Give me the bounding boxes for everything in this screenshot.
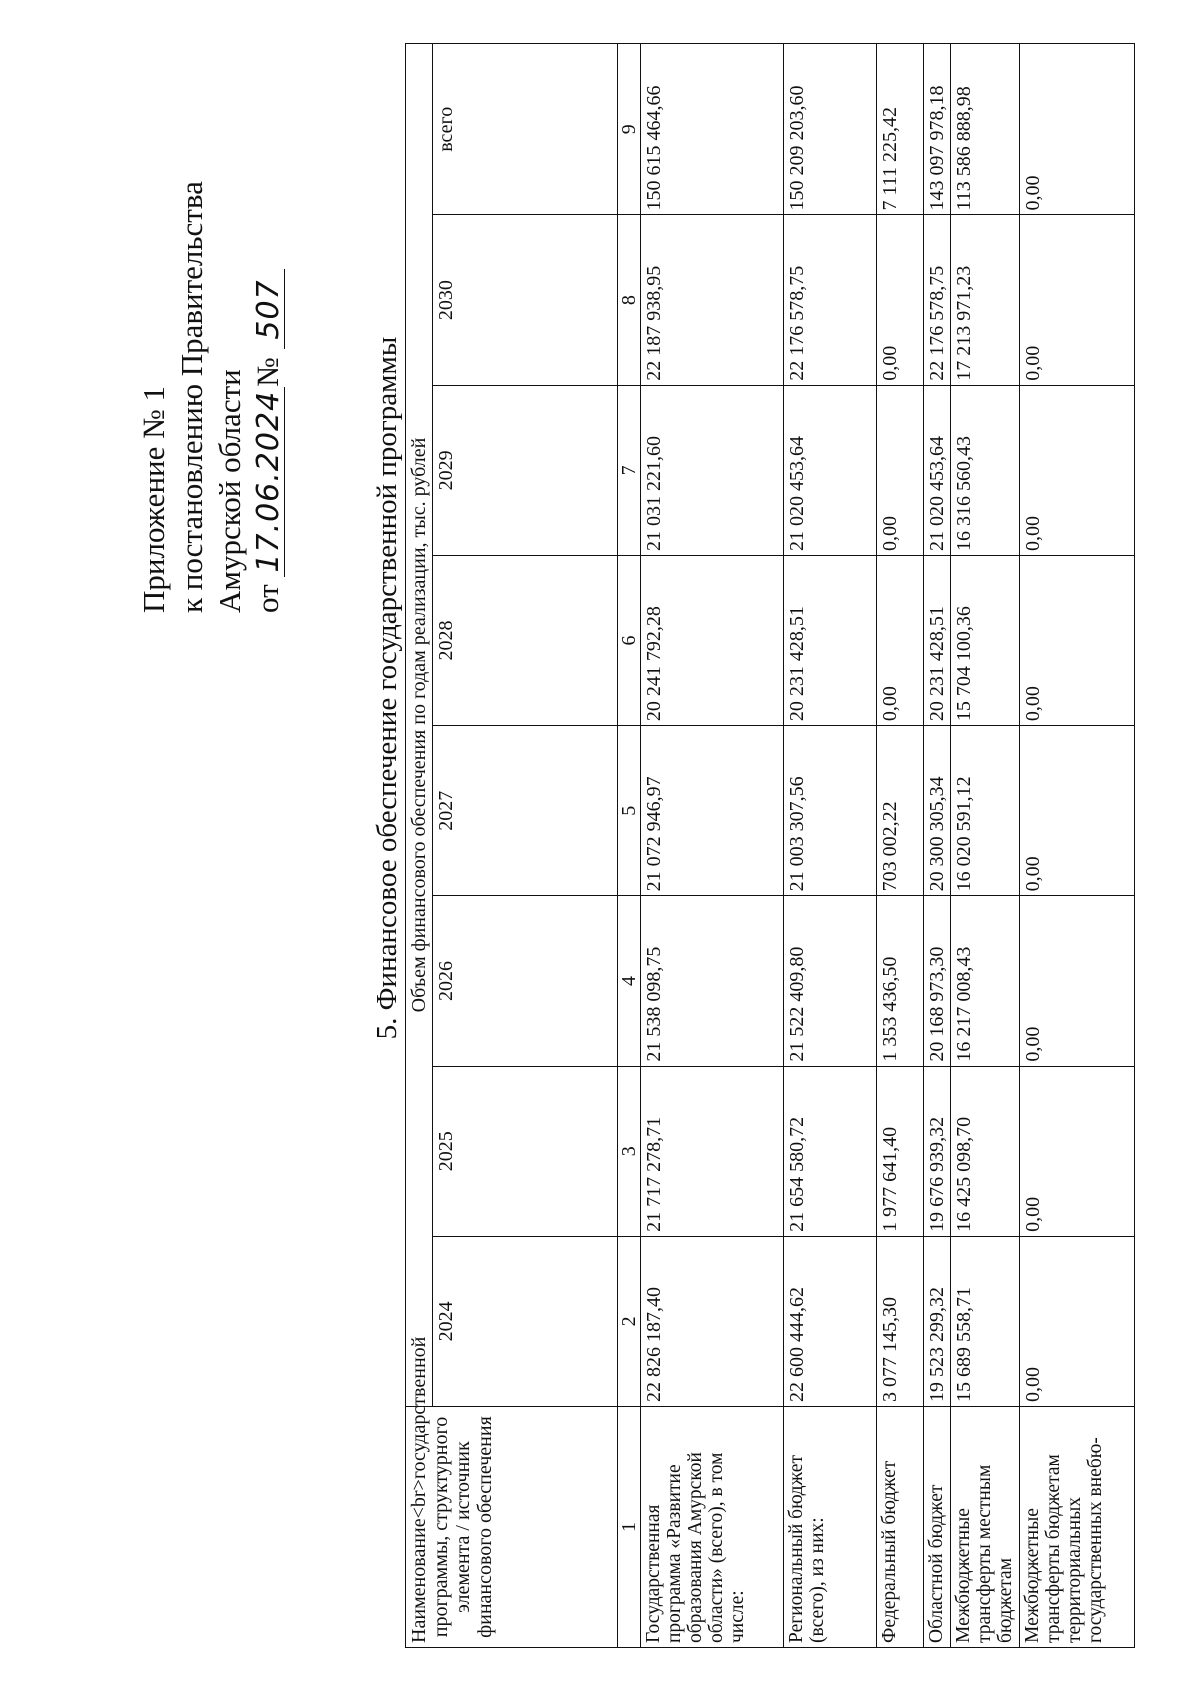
table-row [641, 44, 784, 1648]
row-name: Региональный бюджет (всего), из них: [784, 1407, 877, 1648]
row-value: 21 717 278,71 [641, 1066, 784, 1236]
column-number: 2 [618, 1236, 641, 1406]
appendix-from-label: от [250, 584, 285, 613]
appendix-title: Приложение № 1 [136, 386, 171, 613]
row-value: 21 003 307,56 [784, 726, 877, 896]
appendix-number-label: № [250, 357, 285, 387]
row-value: 1 977 641,40 [877, 1066, 924, 1236]
appendix-region-line: Амурской области [212, 369, 247, 613]
table-row [784, 44, 877, 1648]
row-value: 3 077 145,30 [877, 1236, 924, 1406]
header-year: 2026 [433, 896, 618, 1066]
row-value: 21 031 221,60 [641, 385, 784, 555]
header-year: 2024 [433, 1236, 618, 1406]
row-value: 0,00 [1020, 726, 1135, 896]
column-number: 7 [618, 385, 641, 555]
header-year: 2029 [433, 385, 618, 555]
row-value: 21 020 453,64 [784, 385, 877, 555]
header-group-cell: Объем финансового обеспечения по годам реализации, тыс. рублей [406, 44, 433, 1407]
header-year: 2025 [433, 1066, 618, 1236]
row-value: 17 213 971,23 [951, 215, 1020, 385]
row-name: Межбюджетные трансферты бюджетам территориальных государственных внебю- [1020, 1407, 1135, 1648]
row-value: 703 002,22 [877, 726, 924, 896]
row-value: 0,00 [877, 555, 924, 725]
row-value: 20 231 428,51 [924, 555, 951, 725]
table-row [1020, 44, 1135, 1648]
row-value: 22 176 578,75 [924, 215, 951, 385]
row-value: 21 538 098,75 [641, 896, 784, 1066]
header-name-cell: Наименование<br>государственной программы, структурного элемента / источник финансового обеспечения [406, 1407, 618, 1648]
row-value: 21 654 580,72 [784, 1066, 877, 1236]
row-value: 20 231 428,51 [784, 555, 877, 725]
appendix-block [135, 53, 287, 613]
row-total: 150 615 464,66 [641, 44, 784, 216]
row-name: Государственная программа «Развитие образования Амурской области» (всего), в том числе: [641, 1407, 784, 1648]
row-value: 20 241 792,28 [641, 555, 784, 725]
row-value: 21 072 946,97 [641, 726, 784, 896]
header-year: 2030 [433, 215, 618, 385]
row-value: 1 353 436,50 [877, 896, 924, 1066]
row-value: 22 600 444,62 [784, 1236, 877, 1406]
row-value: 19 676 939,32 [924, 1066, 951, 1236]
row-value: 22 826 187,40 [641, 1236, 784, 1406]
column-number: 5 [618, 726, 641, 896]
row-value: 0,00 [1020, 1236, 1135, 1406]
header-year: 2028 [433, 555, 618, 725]
row-value: 19 523 299,32 [924, 1236, 951, 1406]
header-total: всего [433, 44, 618, 216]
row-value: 0,00 [1020, 385, 1135, 555]
row-total: 150 209 203,60 [784, 44, 877, 216]
row-value: 22 176 578,75 [784, 215, 877, 385]
handwritten-number: 507 [254, 270, 285, 350]
row-name: Федеральный бюджет [877, 1407, 924, 1648]
row-value: 15 704 100,36 [951, 555, 1020, 725]
appendix-resolution-line: к постановлению Правительства [174, 181, 209, 613]
row-name: Областной бюджет [924, 1407, 951, 1648]
finance-table [405, 43, 1135, 1648]
header-year: 2027 [433, 726, 618, 896]
row-value: 16 217 008,43 [951, 896, 1020, 1066]
row-total: 7 111 225,42 [877, 44, 924, 216]
row-value: 22 187 938,95 [641, 215, 784, 385]
row-name: Межбюджетные трансферты местным бюджетам [951, 1407, 1020, 1648]
column-number: 4 [618, 896, 641, 1066]
row-total: 0,00 [1020, 44, 1135, 216]
row-total: 143 097 978,18 [924, 44, 951, 216]
row-value: 0,00 [1020, 896, 1135, 1066]
handwritten-date: 17.06.2024 [254, 387, 285, 577]
row-value: 0,00 [1020, 215, 1135, 385]
row-value: 0,00 [877, 215, 924, 385]
row-value: 21 020 453,64 [924, 385, 951, 555]
column-number: 1 [618, 1407, 641, 1648]
section-title: 5. Финансовое обеспечение государственной программы [371, 336, 403, 1040]
finance-table-wrapper [405, 43, 1135, 1648]
column-number: 3 [618, 1066, 641, 1236]
column-number: 8 [618, 215, 641, 385]
row-value: 20 168 973,30 [924, 896, 951, 1066]
row-value: 16 020 591,12 [951, 726, 1020, 896]
row-value: 0,00 [1020, 555, 1135, 725]
row-value: 21 522 409,80 [784, 896, 877, 1066]
row-value: 0,00 [1020, 1066, 1135, 1236]
row-value: 20 300 305,34 [924, 726, 951, 896]
row-value: 16 316 560,43 [951, 385, 1020, 555]
column-number: 6 [618, 555, 641, 725]
row-total: 113 586 888,98 [951, 44, 1020, 216]
table-row [877, 44, 924, 1648]
row-value: 0,00 [877, 385, 924, 555]
column-number: 9 [618, 44, 641, 216]
table-row [924, 44, 951, 1648]
appendix-date-line [249, 53, 287, 613]
row-value: 15 689 558,71 [951, 1236, 1020, 1406]
table-row [951, 44, 1020, 1648]
row-value: 16 425 098,70 [951, 1066, 1020, 1236]
